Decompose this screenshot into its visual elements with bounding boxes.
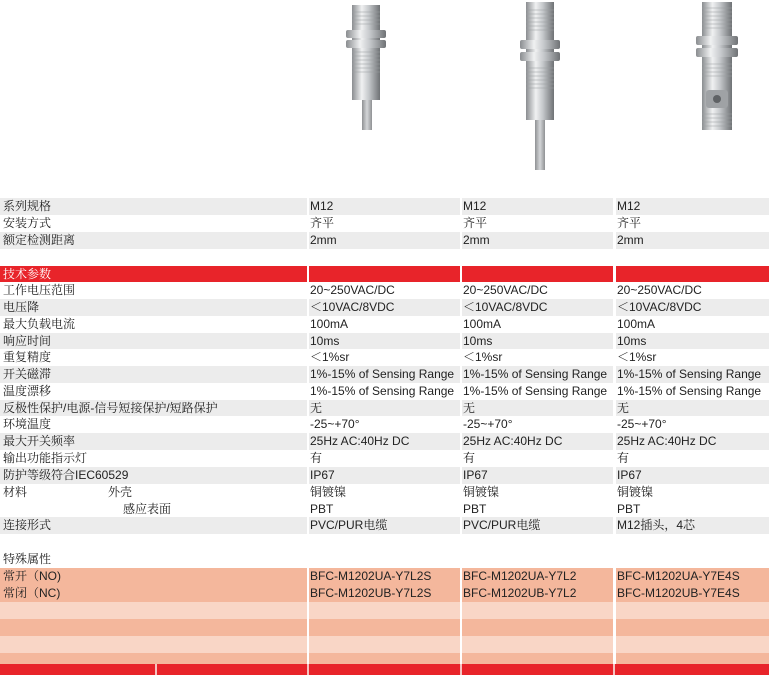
bottom-red-bar (0, 664, 769, 675)
value-model-2: M12 (462, 198, 613, 215)
sensor-m12-cable-long-icon (510, 0, 580, 172)
row-sublabel: 感应表面 (123, 502, 172, 516)
value-model-3 (616, 619, 769, 636)
row-rated-distance (0, 232, 769, 249)
row-ambient-temperature (0, 416, 769, 433)
sensor-m12-connector-icon (690, 0, 750, 135)
value-model-1: -25~+70° (309, 416, 460, 433)
row-label: 环境温度 (0, 416, 307, 433)
value-model-3: 齐平 (616, 215, 769, 232)
row-label: 输出功能指示灯 (0, 450, 307, 467)
value-model-2: 25Hz AC:40Hz DC (462, 433, 613, 450)
row-normally-open (0, 568, 769, 585)
row-response-time (0, 333, 769, 350)
value-model-2: 10ms (462, 333, 613, 350)
value-model-2 (462, 266, 613, 283)
value-model-1: 无 (309, 400, 460, 417)
value-model-2 (462, 551, 613, 568)
value-model-2 (462, 602, 613, 619)
value-model-2 (462, 619, 613, 636)
value-model-1: 20~250VAC/DC (309, 282, 460, 299)
value-model-1: PBT (309, 501, 460, 518)
row-spacer (0, 534, 769, 551)
row-operating-voltage (0, 282, 769, 299)
value-model-1: 1%-15% of Sensing Range (309, 383, 460, 400)
row-label: 最大开关频率 (0, 433, 307, 450)
value-model-2 (462, 249, 613, 266)
row-output-indicator (0, 450, 769, 467)
row-section-special (0, 551, 769, 568)
value-model-3 (616, 534, 769, 551)
value-model-2: 无 (462, 400, 613, 417)
value-model-2: IP67 (462, 467, 613, 484)
value-model-3: M12 (616, 198, 769, 215)
row-label (0, 602, 307, 619)
row-spacer (0, 249, 769, 266)
row-label (0, 249, 307, 266)
row-max-switching-frequency (0, 433, 769, 450)
row-label: 反极性保护/电源-信号短接保护/短路保护 (0, 400, 307, 417)
row-label: 工作电压范围 (0, 282, 307, 299)
row-normally-closed (0, 585, 769, 602)
row-label: 开关磁滞 (0, 366, 307, 383)
value-model-3: 10ms (616, 333, 769, 350)
value-model-1: 10ms (309, 333, 460, 350)
value-model-2: 齐平 (462, 215, 613, 232)
value-model-1: ＜1%sr (309, 349, 460, 366)
row-label: 常闭（NC) (0, 585, 307, 602)
value-model-2: ＜10VAC/8VDC (462, 299, 613, 316)
value-model-2: BFC-M1202UB-Y7L2 (462, 585, 613, 602)
value-model-1: IP67 (309, 467, 460, 484)
value-model-1: 100mA (309, 316, 460, 333)
value-model-1 (309, 619, 460, 636)
value-model-2: -25~+70° (462, 416, 613, 433)
value-model-3: 1%-15% of Sensing Range (616, 383, 769, 400)
row-ip-rating (0, 467, 769, 484)
row-sublabel: 外壳 (108, 485, 133, 499)
value-model-1 (309, 249, 460, 266)
row-label: 材料 (0, 484, 307, 501)
value-model-1: BFC-M1202UB-Y7L2S (309, 585, 460, 602)
value-model-2: 铜镀镍 (462, 484, 613, 501)
row-empty (0, 602, 769, 619)
value-model-1: 齐平 (309, 215, 460, 232)
value-model-1: 铜镀镍 (309, 484, 460, 501)
row-mounting (0, 215, 769, 232)
row-max-load-current (0, 316, 769, 333)
value-model-2: 1%-15% of Sensing Range (462, 366, 613, 383)
value-model-1 (309, 636, 460, 653)
value-model-2: 2mm (462, 232, 613, 249)
row-label: 防护等级符合IEC60529 (0, 467, 307, 484)
value-model-3 (616, 266, 769, 283)
value-model-1: 2mm (309, 232, 460, 249)
value-model-3: IP67 (616, 467, 769, 484)
row-label: 响应时间 (0, 333, 307, 350)
row-label: 系列规格 (0, 198, 307, 215)
value-model-3: ＜1%sr (616, 349, 769, 366)
value-model-2: 20~250VAC/DC (462, 282, 613, 299)
row-temperature-drift (0, 383, 769, 400)
value-model-3: M12插头，4芯 (616, 517, 769, 534)
value-model-3: -25~+70° (616, 416, 769, 433)
value-model-3: 有 (616, 450, 769, 467)
value-model-3: 100mA (616, 316, 769, 333)
value-model-3: BFC-M1202UB-Y7E4S (616, 585, 769, 602)
value-model-1: BFC-M1202UA-Y7L2S (309, 568, 460, 585)
value-model-1: ＜10VAC/8VDC (309, 299, 460, 316)
row-label: 安装方式 (0, 215, 307, 232)
value-model-3: 铜镀镍 (616, 484, 769, 501)
value-model-1 (309, 266, 460, 283)
row-material-sensing-face (0, 501, 769, 518)
value-model-2: PBT (462, 501, 613, 518)
value-model-1: M12 (309, 198, 460, 215)
row-label: 温度漂移 (0, 383, 307, 400)
value-model-1 (309, 551, 460, 568)
value-model-2: BFC-M1202UA-Y7L2 (462, 568, 613, 585)
row-switching-hysteresis (0, 366, 769, 383)
row-repeatability (0, 349, 769, 366)
value-model-3: 1%-15% of Sensing Range (616, 366, 769, 383)
value-model-1: PVC/PUR电缆 (309, 517, 460, 534)
value-model-3 (616, 249, 769, 266)
value-model-2: 1%-15% of Sensing Range (462, 383, 613, 400)
row-section-technical (0, 266, 769, 283)
value-model-3: 25Hz AC:40Hz DC (616, 433, 769, 450)
value-model-2 (462, 636, 613, 653)
row-label: 技术参数 (0, 266, 307, 283)
value-model-3: 无 (616, 400, 769, 417)
value-model-2: 100mA (462, 316, 613, 333)
row-label: 重复精度 (0, 349, 307, 366)
value-model-3: 2mm (616, 232, 769, 249)
value-model-2 (462, 534, 613, 551)
row-label: 额定检测距离 (0, 232, 307, 249)
value-model-1 (309, 534, 460, 551)
sensor-m12-cable-short-icon (330, 0, 410, 135)
row-empty (0, 619, 769, 636)
row-material-housing (0, 484, 769, 501)
row-series-spec (0, 198, 769, 215)
row-label (0, 636, 307, 653)
row-connection (0, 517, 769, 534)
row-label: 连接形式 (0, 517, 307, 534)
value-model-3: ＜10VAC/8VDC (616, 299, 769, 316)
value-model-3 (616, 636, 769, 653)
row-label (0, 619, 307, 636)
row-label: 最大负载电流 (0, 316, 307, 333)
value-model-3 (616, 551, 769, 568)
row-label: 特殊属性 (0, 551, 307, 568)
value-model-2: ＜1%sr (462, 349, 613, 366)
value-model-3: 20~250VAC/DC (616, 282, 769, 299)
value-model-1: 25Hz AC:40Hz DC (309, 433, 460, 450)
value-model-1 (309, 602, 460, 619)
row-empty (0, 636, 769, 653)
row-voltage-drop (0, 299, 769, 316)
value-model-3 (616, 602, 769, 619)
value-model-2: PVC/PUR电缆 (462, 517, 613, 534)
row-label: 常开（NO) (0, 568, 307, 585)
value-model-1: 有 (309, 450, 460, 467)
row-protection (0, 400, 769, 417)
product-images (0, 0, 769, 198)
row-label: 电压降 (0, 299, 307, 316)
value-model-3: PBT (616, 501, 769, 518)
value-model-2: 有 (462, 450, 613, 467)
value-model-3: BFC-M1202UA-Y7E4S (616, 568, 769, 585)
row-label (0, 534, 307, 551)
value-model-1: 1%-15% of Sensing Range (309, 366, 460, 383)
